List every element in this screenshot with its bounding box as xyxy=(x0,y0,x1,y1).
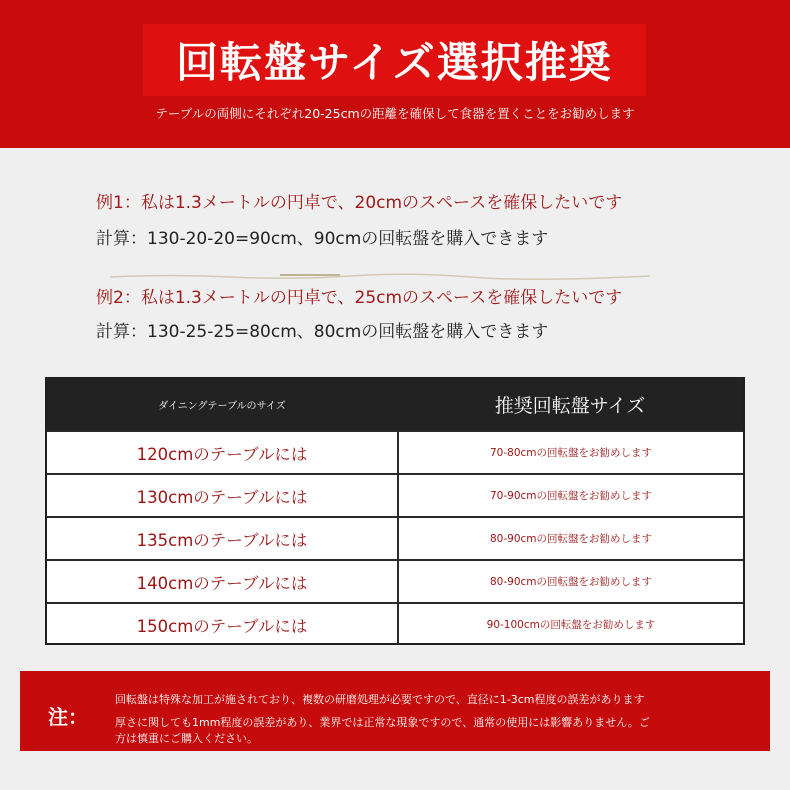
table-row xyxy=(47,430,743,473)
note-line-3: 方は慎重にご購入ください。 xyxy=(115,732,258,745)
recommend-cell: 70-90cmの回転盤をお勧めします xyxy=(397,475,743,516)
title-box xyxy=(143,24,646,96)
example-2-question: 例2：私は1.3メートルの円卓で、25cmのスペースを確保したいです xyxy=(96,288,623,308)
table-header xyxy=(47,379,743,430)
note-box xyxy=(20,671,770,751)
header-recommended-size: 推奨回転盤サイズ xyxy=(494,395,646,417)
table-row xyxy=(47,559,743,602)
recommend-cell: 90-100cmの回転盤をお勧めします xyxy=(397,604,743,645)
note-line-1: 回転盤は特殊な加工が施されており、複数の研磨処理が必要ですので、直径に1-3cm程度の誤差があります xyxy=(115,693,645,706)
page-subtitle: テーブルの両側にそれぞれ20-25cmの距離を確保して食器を置くことをお勧めします xyxy=(155,106,635,121)
table-row xyxy=(47,473,743,516)
table-size-cell: 130cmのテーブルには xyxy=(136,487,308,507)
page-title: 回転盤サイズ選択推奨 xyxy=(176,38,613,87)
note-label: 注： xyxy=(48,705,88,729)
example-1-question: 例1：私は1.3メートルの円卓で、20cmのスペースを確保したいです xyxy=(96,193,623,213)
table-size-cell: 150cmのテーブルには xyxy=(136,616,308,636)
decorative-divider xyxy=(110,272,650,280)
table-size-cell: 120cmのテーブルには xyxy=(136,444,308,464)
table-size-cell: 140cmのテーブルには xyxy=(136,573,308,593)
note-line-2: 厚さに関しても1mm程度の誤差があり、業界では正常な現象ですので、通常の使用には影響ありません。ご xyxy=(115,716,650,729)
recommend-cell: 80-90cmの回転盤をお勧めします xyxy=(397,561,743,602)
recommend-cell: 70-80cmの回転盤をお勧めします xyxy=(397,432,743,473)
table-row xyxy=(47,516,743,559)
header-banner xyxy=(0,0,790,148)
table-row xyxy=(47,602,743,645)
example-1-calc: 計算：130-20-20=90cm、90cmの回転盤を購入できます xyxy=(96,229,549,249)
header-table-size: ダイニングテーブルのサイズ xyxy=(158,401,286,412)
size-table xyxy=(45,377,745,645)
recommend-cell: 80-90cmの回転盤をお勧めします xyxy=(397,518,743,559)
example-2-calc: 計算：130-25-25=80cm、80cmの回転盤を購入できます xyxy=(96,322,549,342)
table-size-cell: 135cmのテーブルには xyxy=(136,530,308,550)
